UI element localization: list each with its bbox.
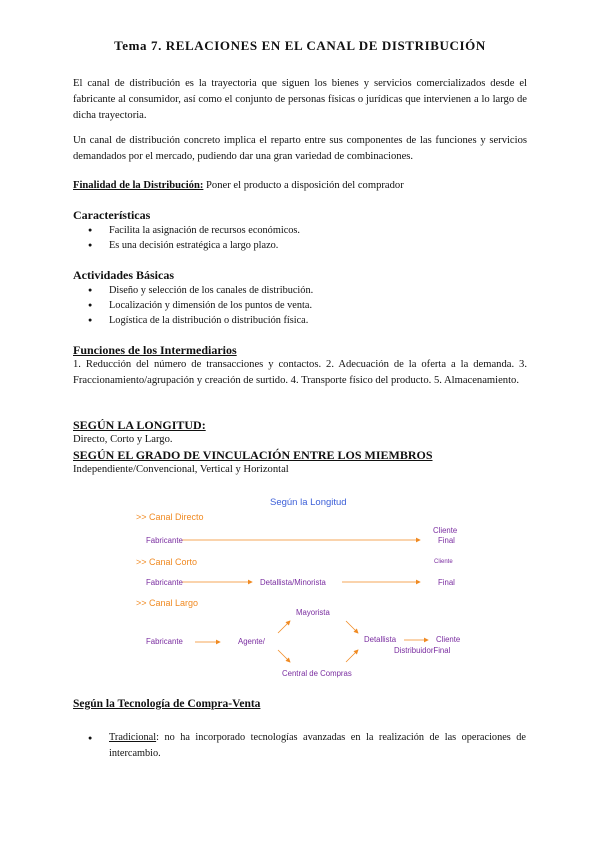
arrow-largo-down-2 bbox=[346, 650, 358, 662]
diagram-title: Según la Longitud bbox=[270, 497, 347, 508]
canal-directo-label: >> Canal Directo bbox=[136, 512, 204, 522]
detallista-minorista: Detallista/Minorista bbox=[260, 578, 326, 587]
canal-largo-label: >> Canal Largo bbox=[136, 598, 199, 608]
fabricante-corto: Fabricante bbox=[146, 578, 183, 587]
arrow-largo-up-1 bbox=[278, 621, 290, 633]
list-item bbox=[88, 730, 526, 762]
list-item: ● Facilita la asignación de recursos económicos. bbox=[88, 223, 300, 238]
list-item: ● Logística de la distribución o distribución física. bbox=[88, 313, 313, 328]
vinculacion-text: Independiente/Convencional, Vertical y Horizontal bbox=[73, 464, 289, 475]
intro-paragraph-1: El canal de distribución es la trayectoria que siguen los bienes y servicios comercializados desde el fabricante al consumidor, así como el conjunto de personas físicas o jurídicas que intervienen a lo largo de dicha trayectoria. bbox=[73, 78, 527, 121]
funciones-text: 1. Reducción del número de transacciones y contactos. 2. Adecuación de la oferta a la demanda. 3. Fraccionamiento/agrupación y creación de surtido. 4. Transporte físico del producto. 5. Almacenamiento. bbox=[73, 359, 527, 386]
finalidad-text: Poner el producto a disposición del comprador bbox=[203, 180, 404, 191]
final-corto: Final bbox=[438, 578, 455, 587]
page-title: Tema 7. RELACIONES EN EL CANAL DE DISTRIBUCIÓN bbox=[114, 38, 486, 53]
finalidad-label: Finalidad de la Distribución: bbox=[73, 180, 204, 191]
caracteristicas-list bbox=[88, 223, 300, 253]
list-item: ● Localización y dimensión de los puntos de venta. bbox=[88, 298, 313, 313]
list-item: ● Diseño y selección de los canales de distribución. bbox=[88, 283, 313, 298]
actividades-list bbox=[88, 283, 313, 328]
caracteristicas-heading: Características bbox=[73, 208, 151, 222]
tecnologia-list bbox=[88, 730, 526, 762]
arrow-largo-down-1 bbox=[278, 650, 290, 662]
fabricante-directo: Fabricante bbox=[146, 536, 183, 545]
fabricante-largo: Fabricante bbox=[146, 637, 183, 646]
cliente-largo: Cliente bbox=[436, 635, 461, 644]
channel-length-diagram bbox=[120, 490, 480, 690]
mayorista: Mayorista bbox=[296, 608, 330, 617]
agente: Agente/ bbox=[238, 637, 265, 646]
tradicional-text: : no ha incorporado tecnologías avanzadas en la realización de las operaciones de intercambio. bbox=[109, 732, 526, 759]
tradicional-label: Tradicional bbox=[109, 732, 157, 743]
funciones-heading: Funciones de los Intermediarios bbox=[73, 343, 237, 357]
actividades-heading: Actividades Básicas bbox=[73, 268, 175, 282]
vinculacion-heading: SEGÚN EL GRADO DE VINCULACIÓN ENTRE LOS MIEMBROS bbox=[73, 448, 433, 462]
central-compras: Central de Compras bbox=[282, 669, 352, 678]
intro-paragraph-2: Un canal de distribución concreto implica el reparto entre sus componentes de las funciones y servicios demandados por el mercado, pudiendo dar una gran variedad de combinaciones. bbox=[73, 135, 527, 162]
list-item: ● Es una decisión estratégica a largo plazo. bbox=[88, 238, 300, 253]
distribuidor-final: DistribuidorFinal bbox=[394, 646, 451, 655]
cliente-directo: Cliente bbox=[433, 526, 458, 535]
final-directo: Final bbox=[438, 536, 455, 545]
detallista: Detallista bbox=[364, 635, 397, 644]
tecnologia-heading: Según la Tecnología de Compra-Venta bbox=[73, 698, 261, 710]
arrow-largo-up-2 bbox=[346, 621, 358, 633]
canal-corto-label: >> Canal Corto bbox=[136, 557, 198, 567]
longitud-heading: SEGÚN LA LONGITUD: bbox=[73, 418, 206, 432]
finalidad-line bbox=[73, 180, 404, 191]
longitud-text: Directo, Corto y Largo. bbox=[73, 434, 173, 445]
cliente-corto: Cliente bbox=[434, 559, 453, 565]
